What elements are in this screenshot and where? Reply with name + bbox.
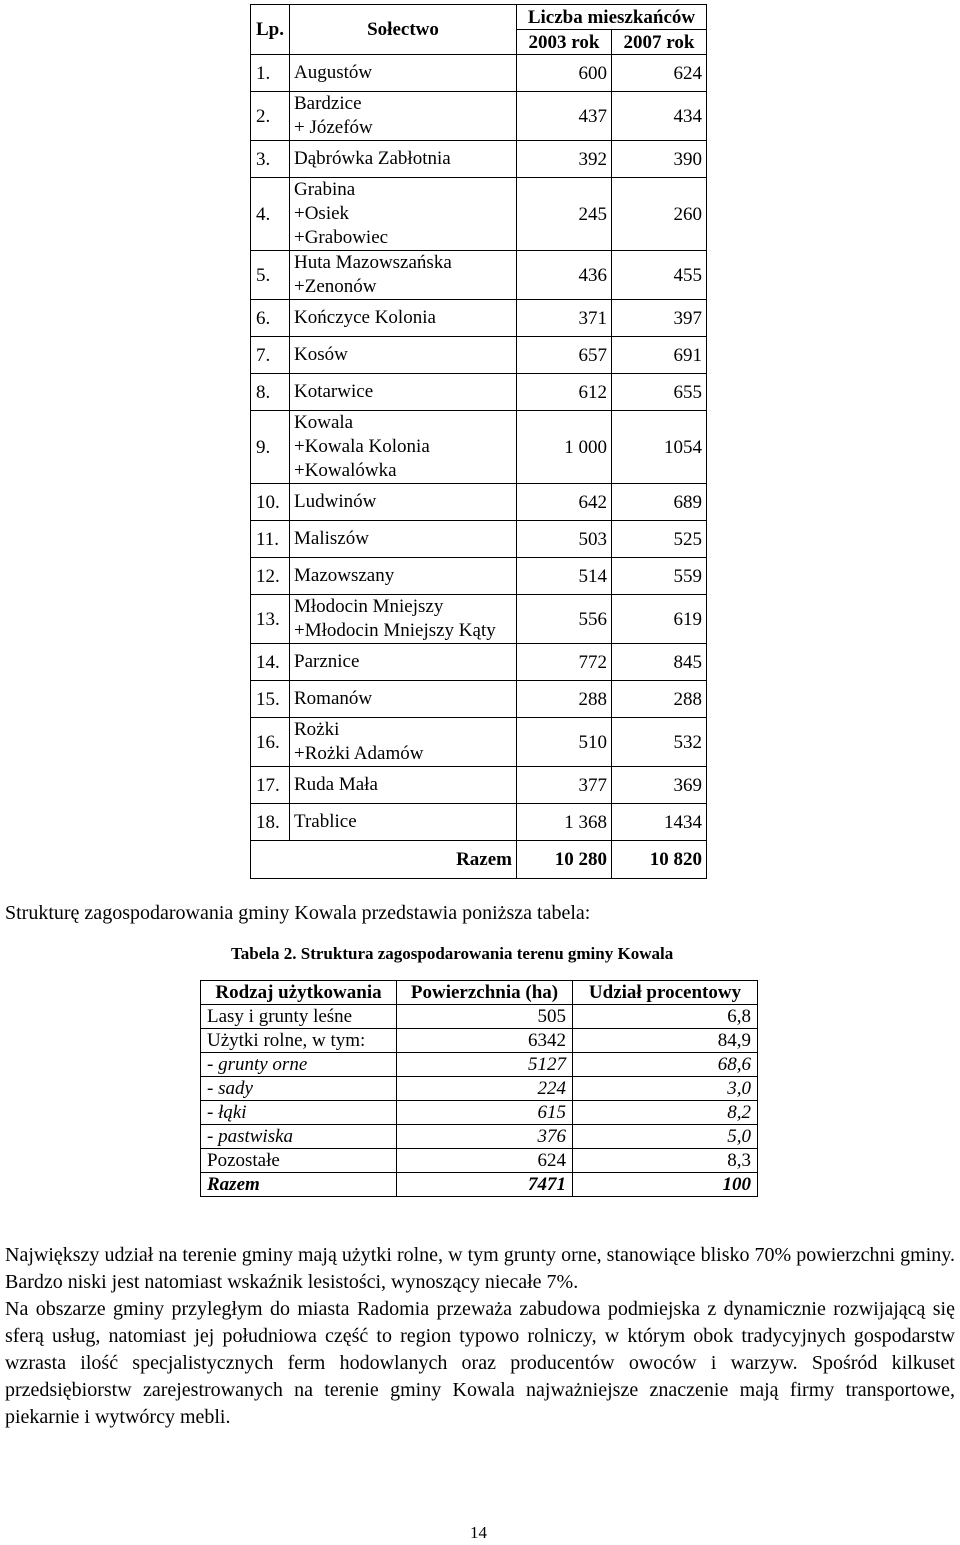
solectwo-line: +Kowalówka — [294, 460, 397, 481]
row-2003: 392 — [517, 141, 612, 178]
table-row — [201, 1029, 758, 1053]
share-cell: 68,6 — [573, 1053, 758, 1077]
table-row — [201, 1101, 758, 1125]
paragraph-2-text: Na obszarze gminy przyległym do miasta Radomia przeważa zabudowa podmiejska z dynamicznie rozwijającą się sferą usług, natomiast jej południowa część to region typowo rolniczy, w którym obok tradycyjnych gospodarstw wzrasta ilość specjalistycznych ferm hodowlanych oraz producentów owoców i warzyw. Spośród kilkuset przedsiębiorstw zarejestrowanych na terenie gminy Kowala najważniejsze znaczenie mają firmy transportowe, piekarnie i wytwórcy mebli. — [5, 1298, 955, 1428]
table-row — [251, 411, 707, 484]
row-solectwo — [290, 521, 517, 558]
row-lp: 3. — [251, 141, 290, 178]
row-lp: 1. — [251, 55, 290, 92]
share-cell: 6,8 — [573, 1005, 758, 1029]
row-2003: 437 — [517, 92, 612, 141]
total-label: Razem — [251, 841, 517, 879]
intro-text: Strukturę zagospodarowania gminy Kowala przedstawia poniższa tabela: — [5, 902, 591, 924]
table-row — [251, 558, 707, 595]
row-solectwo — [290, 337, 517, 374]
row-2003: 1 368 — [517, 804, 612, 841]
total-2007: 10 820 — [612, 841, 707, 879]
solectwo-line: Parznice — [294, 651, 360, 672]
solectwo-line: + Józefów — [294, 117, 373, 138]
solectwo-line: Bardzice — [294, 93, 362, 114]
solectwo-line: Kotarwice — [294, 381, 374, 402]
table-row — [201, 1149, 758, 1173]
row-lp: 14. — [251, 644, 290, 681]
population-table — [250, 4, 707, 879]
table-row — [251, 92, 707, 141]
table-row — [251, 178, 707, 251]
share-cell: 100 — [573, 1173, 758, 1197]
row-2003: 657 — [517, 337, 612, 374]
solectwo-line: Ludwinów — [294, 491, 377, 512]
solectwo-line: +Zenonów — [294, 276, 377, 297]
row-2003: 600 — [517, 55, 612, 92]
row-solectwo — [290, 595, 517, 644]
row-2007: 434 — [612, 92, 707, 141]
row-solectwo — [290, 484, 517, 521]
paragraph-1-text: Największy udział na terenie gminy mają użytki rolne, w tym grunty orne, stanowiące blisko 70% powierzchni gminy. Bardzo niski jest natomiast wskaźnik lesistości, wynoszący niecałe 7%. — [5, 1244, 955, 1293]
row-2007: 619 — [612, 595, 707, 644]
row-lp: 18. — [251, 804, 290, 841]
row-lp: 6. — [251, 300, 290, 337]
row-lp: 9. — [251, 411, 290, 484]
row-solectwo — [290, 178, 517, 251]
row-2003: 612 — [517, 374, 612, 411]
header-solectwo: Sołectwo — [290, 5, 517, 55]
table-row — [251, 595, 707, 644]
row-2003: 510 — [517, 718, 612, 767]
row-2003: 772 — [517, 644, 612, 681]
table2-caption: Tabela 2. Struktura zagospodarowania terenu gminy Kowala — [231, 944, 674, 963]
row-2003: 514 — [517, 558, 612, 595]
area-cell: 376 — [397, 1125, 573, 1149]
area-cell: 615 — [397, 1101, 573, 1125]
table-row — [251, 251, 707, 300]
row-solectwo — [290, 374, 517, 411]
table-row — [201, 1125, 758, 1149]
solectwo-line: +Grabowiec — [294, 227, 389, 248]
row-2007: 369 — [612, 767, 707, 804]
row-solectwo — [290, 558, 517, 595]
solectwo-line: Augustów — [294, 62, 373, 83]
table-row — [251, 374, 707, 411]
land-use-table — [200, 980, 758, 1197]
row-2003: 288 — [517, 681, 612, 718]
row-2007: 689 — [612, 484, 707, 521]
table-row — [251, 55, 707, 92]
solectwo-line: Kowala — [294, 412, 354, 433]
table-row — [251, 804, 707, 841]
area-cell: 7471 — [397, 1173, 573, 1197]
header-land-type: Rodzaj użytkowania — [201, 981, 397, 1005]
table-row — [251, 718, 707, 767]
row-2003: 642 — [517, 484, 612, 521]
row-solectwo — [290, 251, 517, 300]
row-2003: 245 — [517, 178, 612, 251]
row-2007: 260 — [612, 178, 707, 251]
share-cell: 5,0 — [573, 1125, 758, 1149]
row-solectwo — [290, 55, 517, 92]
table-row — [251, 337, 707, 374]
land-type-cell: - sady — [201, 1077, 397, 1101]
row-2007: 691 — [612, 337, 707, 374]
land-type-cell: Lasy i grunty leśne — [201, 1005, 397, 1029]
solectwo-line: Ruda Mała — [294, 774, 378, 795]
solectwo-line: Grabina — [294, 179, 356, 200]
row-solectwo — [290, 644, 517, 681]
land-type-cell: Razem — [201, 1173, 397, 1197]
header-area: Powierzchnia (ha) — [397, 981, 573, 1005]
header-share: Udział procentowy — [573, 981, 758, 1005]
land-type-cell: - grunty orne — [201, 1053, 397, 1077]
row-2007: 397 — [612, 300, 707, 337]
table-row — [251, 141, 707, 178]
solectwo-line: Kończyce Kolonia — [294, 307, 436, 328]
row-2007: 532 — [612, 718, 707, 767]
row-2007: 624 — [612, 55, 707, 92]
share-cell: 8,2 — [573, 1101, 758, 1125]
row-lp: 16. — [251, 718, 290, 767]
row-solectwo — [290, 767, 517, 804]
row-lp: 11. — [251, 521, 290, 558]
table-row — [201, 1077, 758, 1101]
land-type-cell: - pastwiska — [201, 1125, 397, 1149]
header-lp: Lp. — [251, 5, 290, 55]
row-2003: 556 — [517, 595, 612, 644]
area-cell: 224 — [397, 1077, 573, 1101]
row-2003: 371 — [517, 300, 612, 337]
solectwo-line: +Rożki Adamów — [294, 743, 424, 764]
row-lp: 5. — [251, 251, 290, 300]
row-lp: 7. — [251, 337, 290, 374]
table-row — [251, 644, 707, 681]
total-2003: 10 280 — [517, 841, 612, 879]
area-cell: 5127 — [397, 1053, 573, 1077]
row-2003: 1 000 — [517, 411, 612, 484]
row-solectwo — [290, 92, 517, 141]
row-lp: 15. — [251, 681, 290, 718]
table-row — [251, 767, 707, 804]
table-row — [251, 484, 707, 521]
row-2007: 655 — [612, 374, 707, 411]
land-type-cell: - łąki — [201, 1101, 397, 1125]
table-row — [251, 300, 707, 337]
solectwo-line: +Kowala Kolonia — [294, 436, 430, 457]
row-2007: 559 — [612, 558, 707, 595]
total-row — [251, 841, 707, 879]
solectwo-line: Rożki — [294, 719, 340, 740]
row-lp: 17. — [251, 767, 290, 804]
share-cell: 8,3 — [573, 1149, 758, 1173]
area-cell: 505 — [397, 1005, 573, 1029]
solectwo-line: Dąbrówka Zabłotnia — [294, 148, 451, 169]
solectwo-line: Młodocin Mniejszy — [294, 596, 444, 617]
share-cell: 3,0 — [573, 1077, 758, 1101]
header-year-2003: 2003 rok — [517, 30, 612, 55]
row-2003: 503 — [517, 521, 612, 558]
row-lp: 4. — [251, 178, 290, 251]
share-cell: 84,9 — [573, 1029, 758, 1053]
land-type-cell: Użytki rolne, w tym: — [201, 1029, 397, 1053]
area-cell: 624 — [397, 1149, 573, 1173]
solectwo-line: +Osiek — [294, 203, 350, 224]
solectwo-line: Mazowszany — [294, 565, 395, 586]
row-2007: 390 — [612, 141, 707, 178]
table-row — [201, 1005, 758, 1029]
row-solectwo — [290, 411, 517, 484]
row-solectwo — [290, 681, 517, 718]
row-solectwo — [290, 141, 517, 178]
solectwo-line: Huta Mazowszańska — [294, 252, 452, 273]
solectwo-line: +Młodocin Mniejszy Kąty — [294, 620, 496, 641]
area-cell: 6342 — [397, 1029, 573, 1053]
table-row — [201, 1173, 758, 1197]
row-solectwo — [290, 804, 517, 841]
row-lp: 2. — [251, 92, 290, 141]
solectwo-line: Maliszów — [294, 528, 369, 549]
table-row — [251, 521, 707, 558]
land-type-cell: Pozostałe — [201, 1149, 397, 1173]
header-population: Liczba mieszkańców — [517, 5, 707, 30]
row-2007: 1434 — [612, 804, 707, 841]
row-2003: 436 — [517, 251, 612, 300]
row-2007: 1054 — [612, 411, 707, 484]
table-row — [251, 681, 707, 718]
paragraph-2 — [5, 1296, 955, 1431]
row-lp: 12. — [251, 558, 290, 595]
row-solectwo — [290, 718, 517, 767]
solectwo-line: Trablice — [294, 811, 357, 832]
row-lp: 13. — [251, 595, 290, 644]
solectwo-line: Kosów — [294, 344, 348, 365]
page-number: 14 — [470, 1523, 487, 1542]
paragraph-1 — [5, 1242, 955, 1296]
row-2003: 377 — [517, 767, 612, 804]
row-2007: 455 — [612, 251, 707, 300]
row-lp: 10. — [251, 484, 290, 521]
header-year-2007: 2007 rok — [612, 30, 707, 55]
row-lp: 8. — [251, 374, 290, 411]
row-2007: 845 — [612, 644, 707, 681]
row-2007: 288 — [612, 681, 707, 718]
solectwo-line: Romanów — [294, 688, 373, 709]
row-solectwo — [290, 300, 517, 337]
table-row — [201, 1053, 758, 1077]
row-2007: 525 — [612, 521, 707, 558]
